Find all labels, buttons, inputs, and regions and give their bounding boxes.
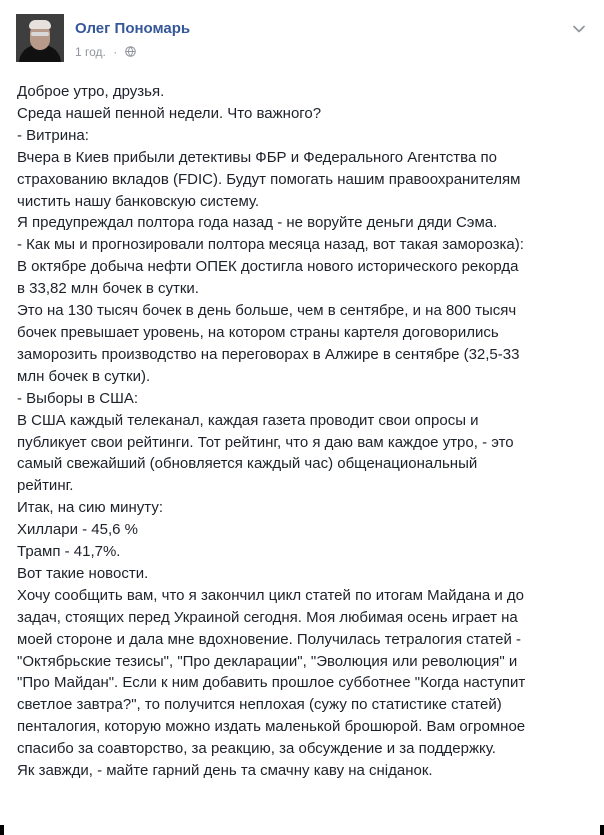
globe-icon[interactable] [125,45,136,61]
post-text-line: пенталогия, которую можно издать маленькой брошюрой. Вам огромное [17,718,526,736]
chevron-down-icon[interactable] [572,21,586,31]
post-text-line: страхованию вкладов (FDIC). Будут помогать нашим правоохранителям [17,170,521,188]
post-text-line: Хочу сообщить вам, что я закончил цикл статей по итогам Майдана и до [17,586,525,604]
left-edge-mark [0,825,4,835]
post-meta [75,44,136,61]
post-text-line: рейтинг. [17,477,74,495]
post-text-line: самый свежайший (обновляется каждый час) общенациональный [17,455,478,473]
post-text-line: Доброе утро, друзья. [17,83,165,100]
post-text-line: публикует свои рейтинги. Тот рейтинг, что я даю вам каждое утро, - это [17,433,514,451]
author-name-link[interactable]: Олег Пономарь [75,20,191,37]
post-text-line: заморозить производство на переговорах в Алжире в сентябре (32,5-33 [17,345,520,363]
post-text-line: млн бочек в сутки). [17,367,151,385]
meta-separator: · [113,45,118,59]
post-text-line: спасибо за соавторство, за реакцию, за обсуждение и за поддержку. [17,740,496,758]
post-text [17,81,598,782]
post-text-line: - Как мы и прогнозировали полтора месяца назад, вот такая заморозка): [17,236,524,254]
post-text-line: чистить нашу банковскую систему. [17,192,260,210]
post-text-line: "Про Майдан". Если к ним добавить прошлое субботнее "Когда наступит [17,674,526,692]
post-text-line: - Витрина: [17,126,89,144]
post-text-line: Я предупреждал полтора года назад - не воруйте деньги дяди Сэма. [17,214,498,232]
post-header [16,14,590,64]
post-text-line: моей стороне и дала мне вдохновение. Получилась тетралогия статей - [17,630,522,648]
post-text-line: светлое завтра?", то получится неплохая (сужу по статистике статей) [17,696,502,714]
right-edge-mark [600,825,604,835]
post-text-line: Итак, на сию минуту: [17,499,163,517]
post-text-line: Хиллари - 45,6 % [17,521,138,539]
post-text-line: в 33,82 млн бочек в сутки. [17,280,199,298]
author-avatar[interactable] [16,14,64,62]
post-text-line: Среда нашей пенной недели. Что важного? [17,104,322,122]
post-text-line: - Выборы в США: [17,389,139,407]
post-text-line: Это на 130 тысяч бочек в день больше, чем в сентябре, и на 800 тысяч [17,302,517,320]
post-text-line: В октябре добыча нефти ОПЕК достигла нового исторического рекорда [17,258,519,276]
post-text-line: "Октябрьские тезисы", "Про декларации", "Эволюция или революция" и [17,652,518,670]
post-text-line: Трамп - 41,7%. [17,543,121,561]
post-text-line: задач, стоящих перед Украиной сегодня. Моя любимая осень играет на [17,608,518,626]
post-text-line: Вчера в Киев прибыли детективы ФБР и Федерального Агентства по [17,148,497,166]
post-text-line: Вот такие новости. [17,564,149,582]
post-text-line: бочек превышает уровень, на котором страны картеля договорились [17,323,499,341]
post-text-line: В США каждый телеканал, каждая газета проводит свои опросы и [17,411,479,429]
post-text-line: Як завжди, - майте гарний день та смачну каву на сніданок. [17,762,433,780]
post-timestamp[interactable]: 1 год. [75,45,106,59]
